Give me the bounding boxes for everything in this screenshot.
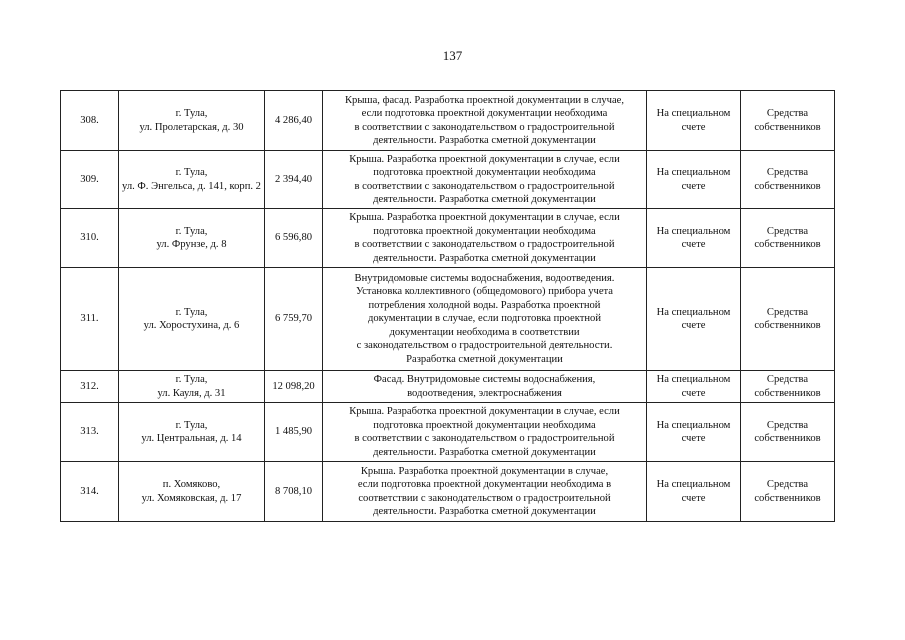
text-line: если подготовка проектной документации необходима bbox=[361, 108, 608, 119]
address-street: ул. Кауля, д. 31 bbox=[157, 387, 226, 399]
text-line: Средства bbox=[766, 374, 809, 385]
row-number: 313. bbox=[61, 403, 119, 462]
text-line: водоотведения, электроснабжения bbox=[407, 387, 562, 399]
text-line: На специальном bbox=[656, 419, 731, 431]
text-line: Крыша. Разработка проектной документации в случае, если bbox=[349, 406, 620, 417]
text-line: счете bbox=[681, 239, 706, 250]
text-line: Крыша, фасад. Разработка проектной документации в случае, bbox=[344, 94, 625, 106]
capital-repair-table bbox=[60, 90, 835, 522]
text-line: Разработка сметной документации bbox=[406, 353, 563, 365]
text-line: Крыша. Разработка проектной документации в случае, bbox=[360, 465, 609, 477]
text-line: счете bbox=[681, 180, 706, 192]
funding-source bbox=[741, 403, 835, 462]
table-row bbox=[61, 462, 835, 522]
address-city: г. Тула, bbox=[175, 167, 208, 178]
funding-source bbox=[741, 268, 835, 371]
area-amount: 4 286,40 bbox=[265, 91, 323, 151]
table-row bbox=[61, 268, 835, 371]
text-line: счете bbox=[681, 121, 706, 133]
text-line: Средства bbox=[766, 225, 809, 237]
text-line: документации необходима в соответствии bbox=[389, 326, 580, 338]
table-row bbox=[61, 91, 835, 151]
text-line: документации в случае, если подготовка проектной bbox=[367, 313, 602, 325]
funding-source bbox=[741, 209, 835, 268]
text-line: На специальном bbox=[656, 306, 731, 318]
address-city: г. Тула, bbox=[175, 306, 208, 318]
address-street: ул. Центральная, д. 14 bbox=[141, 433, 242, 444]
text-line: потребления холодной воды. Разработка проектной bbox=[368, 299, 601, 311]
account-type bbox=[647, 462, 741, 522]
text-line: собственников bbox=[754, 433, 821, 444]
account-type bbox=[647, 371, 741, 403]
text-line: Крыша. Разработка проектной документации в случае, если bbox=[349, 212, 620, 223]
text-line: На специальном bbox=[656, 374, 731, 385]
address-cell bbox=[119, 371, 265, 403]
text-line: деятельности. Разработка сметной документации bbox=[373, 252, 596, 264]
text-line: подготовка проектной документации необходима bbox=[373, 167, 596, 178]
address-city: г. Тула, bbox=[175, 419, 208, 431]
row-number: 309. bbox=[61, 151, 119, 209]
text-line: Установка коллективного (общедомового) прибора учета bbox=[356, 286, 613, 298]
account-type bbox=[647, 403, 741, 462]
row-number: 308. bbox=[61, 91, 119, 151]
text-line: На специальном bbox=[656, 167, 731, 178]
account-type bbox=[647, 268, 741, 371]
account-type bbox=[647, 151, 741, 209]
text-line: На специальном bbox=[656, 108, 731, 119]
account-type bbox=[647, 209, 741, 268]
text-line: Средства bbox=[766, 108, 809, 119]
row-number: 310. bbox=[61, 209, 119, 268]
table-row bbox=[61, 151, 835, 209]
text-line: в соответствии с законодательством о градостроительной bbox=[354, 121, 615, 133]
text-line: Средства bbox=[766, 167, 809, 178]
text-line: Средства bbox=[766, 479, 809, 490]
area-amount: 8 708,10 bbox=[265, 462, 323, 522]
funding-source bbox=[741, 462, 835, 522]
text-line: Фасад. Внутридомовые системы водоснабжения, bbox=[373, 374, 596, 385]
work-description bbox=[323, 371, 647, 403]
text-line: деятельности. Разработка сметной документации bbox=[373, 194, 596, 205]
work-description bbox=[323, 209, 647, 268]
text-line: в соответствии с законодательством о градостроительной bbox=[354, 239, 615, 250]
table-body bbox=[61, 91, 835, 522]
text-line: подготовка проектной документации необходима bbox=[373, 419, 596, 431]
area-amount: 1 485,90 bbox=[265, 403, 323, 462]
text-line: Крыша. Разработка проектной документации в случае, если bbox=[349, 153, 620, 165]
funding-source bbox=[741, 91, 835, 151]
text-line: деятельности. Разработка сметной документации bbox=[373, 135, 596, 146]
text-line: счете bbox=[681, 492, 706, 504]
address-cell bbox=[119, 462, 265, 522]
text-line: Внутридомовые системы водоснабжения, водоотведения. bbox=[354, 272, 615, 284]
text-line: собственников bbox=[754, 180, 821, 192]
row-number: 312. bbox=[61, 371, 119, 403]
text-line: в соответствии с законодательством о градостроительной bbox=[354, 433, 615, 444]
text-line: Средства bbox=[766, 419, 809, 431]
text-line: На специальном bbox=[656, 225, 731, 237]
area-amount: 6 596,80 bbox=[265, 209, 323, 268]
text-line: собственников bbox=[754, 387, 821, 399]
table-row bbox=[61, 209, 835, 268]
row-number: 311. bbox=[61, 268, 119, 371]
text-line: деятельности. Разработка сметной документации bbox=[373, 506, 596, 517]
work-description bbox=[323, 151, 647, 209]
address-street: ул. Пролетарская, д. 30 bbox=[139, 121, 244, 133]
address-cell bbox=[119, 268, 265, 371]
text-line: собственников bbox=[754, 121, 821, 133]
text-line: Средства bbox=[766, 306, 809, 318]
address-street: ул. Ф. Энгельса, д. 141, корп. 2 bbox=[122, 180, 261, 192]
account-type bbox=[647, 91, 741, 151]
text-line: счете bbox=[681, 387, 706, 399]
text-line: соответствии с законодательством о градостроительной bbox=[358, 492, 611, 504]
page-number: 137 bbox=[442, 48, 463, 63]
address-cell bbox=[119, 151, 265, 209]
text-line: деятельности. Разработка сметной документации bbox=[373, 446, 596, 458]
text-line: На специальном bbox=[656, 479, 731, 490]
area-amount: 6 759,70 bbox=[265, 268, 323, 371]
text-line: собственников bbox=[754, 320, 821, 331]
work-description bbox=[323, 462, 647, 522]
text-line: собственников bbox=[754, 239, 821, 250]
work-description bbox=[323, 268, 647, 371]
row-number: 314. bbox=[61, 462, 119, 522]
address-city: г. Тула, bbox=[175, 225, 208, 237]
text-line: с законодательством о градостроительной деятельности. bbox=[356, 340, 613, 352]
address-cell bbox=[119, 209, 265, 268]
text-line: счете bbox=[681, 320, 706, 331]
text-line: в соответствии с законодательством о градостроительной bbox=[354, 180, 615, 192]
work-description bbox=[323, 403, 647, 462]
address-city: г. Тула, bbox=[175, 108, 208, 119]
text-line: собственников bbox=[754, 492, 821, 504]
funding-source bbox=[741, 371, 835, 403]
text-line: счете bbox=[681, 433, 706, 444]
table-row bbox=[61, 403, 835, 462]
address-street: ул. Хоростухина, д. 6 bbox=[143, 320, 240, 331]
address-city: п. Хомяково, bbox=[162, 479, 221, 490]
area-amount: 12 098,20 bbox=[265, 371, 323, 403]
work-description bbox=[323, 91, 647, 151]
address-street: ул. Фрунзе, д. 8 bbox=[156, 239, 227, 250]
address-cell bbox=[119, 403, 265, 462]
area-amount: 2 394,40 bbox=[265, 151, 323, 209]
table-row bbox=[61, 371, 835, 403]
address-city: г. Тула, bbox=[175, 374, 208, 385]
funding-source bbox=[741, 151, 835, 209]
address-cell bbox=[119, 91, 265, 151]
address-street: ул. Хомяковская, д. 17 bbox=[141, 492, 242, 504]
text-line: если подготовка проектной документации необходима в bbox=[357, 479, 612, 490]
text-line: подготовка проектной документации необходима bbox=[373, 225, 596, 237]
